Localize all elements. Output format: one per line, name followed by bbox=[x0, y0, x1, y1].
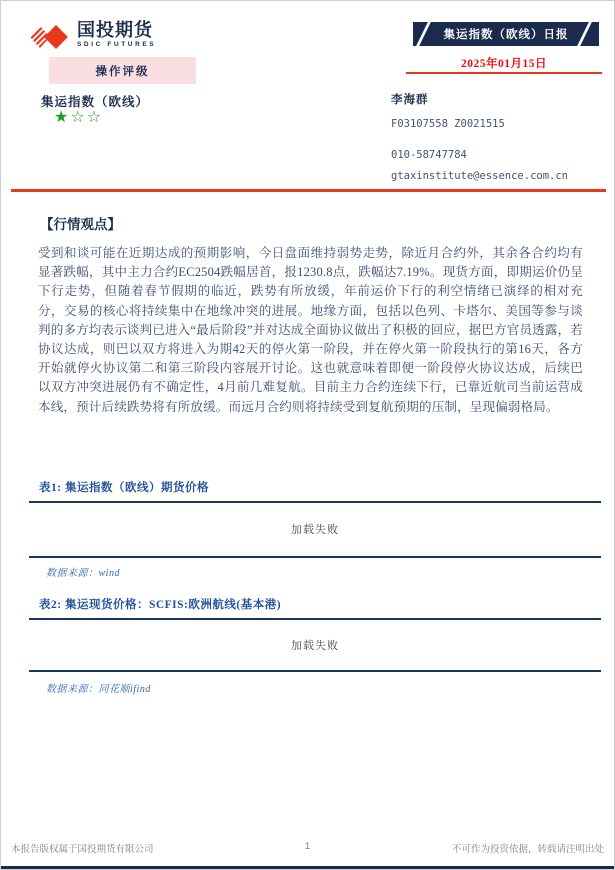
analyst-email: gtaxinstitute@essence.com.cn bbox=[391, 170, 569, 182]
figure1-bottom-rule bbox=[29, 556, 601, 558]
report-date: 2025年01月15日 bbox=[461, 58, 547, 70]
footer-page-number: 1 bbox=[304, 841, 311, 852]
footer-disclaimer: 不可作为投资依据，转载请注明出处 bbox=[451, 844, 604, 855]
figure2-bottom-rule bbox=[29, 670, 601, 672]
footer-bottom-bar bbox=[1, 866, 614, 869]
report-type-banner bbox=[413, 22, 599, 46]
rating-label: 操作评级 bbox=[95, 65, 150, 78]
footer-copyright: 本报告版权属于国投期货有限公司 bbox=[11, 844, 154, 855]
figure2-source: 数据来源：同花顺ifind bbox=[46, 684, 151, 695]
analyst-phone: 010-58747784 bbox=[391, 149, 467, 161]
figure2-top-rule bbox=[29, 618, 601, 620]
figure2-load-failed-text: 加载失败 bbox=[291, 640, 339, 652]
header-divider bbox=[11, 189, 606, 192]
section-title: 【行情观点】 bbox=[40, 217, 121, 232]
figure1-source: 数据来源：wind bbox=[46, 568, 120, 579]
figure1-load-failed-text: 加载失败 bbox=[291, 524, 339, 536]
analyst-name: 李海群 bbox=[391, 94, 429, 106]
rating-stars: ★☆☆ bbox=[54, 107, 104, 126]
brand-name-cn: 国投期货 bbox=[77, 20, 153, 40]
rating-label-box bbox=[49, 57, 196, 84]
figure1-title: 表1: 集运指数（欧线）期货价格 bbox=[39, 482, 209, 494]
figure1-top-rule bbox=[29, 501, 601, 503]
figure2-title: 表2: 集运现货价格：SCFIS:欧洲航线(基本港) bbox=[39, 599, 282, 611]
banner-title: 集运指数（欧线）日报 bbox=[443, 29, 569, 41]
product-name: 集运指数（欧线） bbox=[41, 95, 150, 109]
brand-logo bbox=[29, 20, 156, 52]
commentary-text: 受到和谈可能在近期达成的预期影响，今日盘面维持弱势走势，除近月合约外，其余各合约均有显著跌幅，其中主力合约EC2504跌幅居首，报1230.8点，跌幅达7.19%。现货方面，即期运价仍呈下行走势，但随着春节假期的临近，跌势有所放缓，年前运价下行的利空情绪已演绎的相对充分，交易的核心将持续集中在地缘冲突的进展。地缘方面，包括以色列、卡塔尔、美国等参与谈判的多方均表示谈判已进入“最后阶段”并对达成全面协议做出了积极的回应，据巴方官员透露，若协议达成，则巴以双方将进入为期42天的停火第一阶段，并在停火第一阶段执行的第16天，各方开始就停火协议第二和第三阶段内容展开讨论。这也就意味着即便一阶段停火协议达成，后续巴以双方冲突进展仍有不确定性，4月前几难复航。目前主力合约连续下行，已靠近航司当前运营成本线，预计后续跌势将有所放缓。而远月合约则将持续受到复航预期的压制，呈现偏弱格局。 bbox=[38, 246, 583, 414]
analyst-license: F03107558 Z0021515 bbox=[391, 118, 505, 130]
date-underline bbox=[406, 72, 602, 74]
red-diamonds-icon bbox=[29, 22, 69, 52]
brand-name-en: SDIC FUTURES bbox=[77, 41, 157, 48]
